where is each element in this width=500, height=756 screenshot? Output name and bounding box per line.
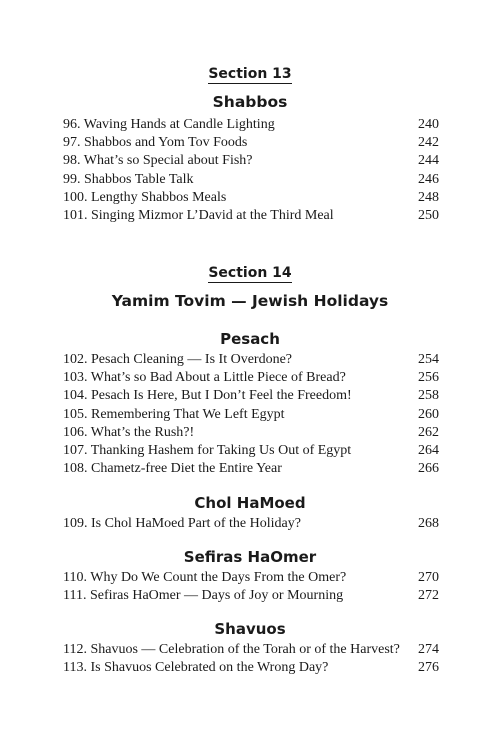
toc-entry-page: 242 bbox=[418, 135, 439, 151]
subsection-title-shavuos: Shavuos bbox=[214, 620, 286, 638]
toc-entry[interactable] bbox=[63, 425, 439, 443]
toc-entry[interactable] bbox=[63, 172, 439, 190]
toc-entry[interactable] bbox=[63, 516, 439, 534]
toc-entry-page: 256 bbox=[418, 370, 439, 386]
toc-entry-page: 274 bbox=[418, 642, 439, 657]
toc-entry-title: 96. Waving Hands at Candle Lighting bbox=[63, 117, 275, 132]
toc-entry[interactable] bbox=[63, 135, 439, 153]
toc-entry-title: 111. Sefiras HaOmer — Days of Joy or Mourning bbox=[63, 588, 344, 604]
toc-entry-page: 266 bbox=[418, 461, 439, 477]
toc-entry-page: 250 bbox=[418, 207, 439, 223]
toc-entry-page: 262 bbox=[418, 424, 439, 440]
toc-entry-page: 254 bbox=[418, 352, 439, 367]
section-13-title: Shabbos bbox=[212, 93, 288, 111]
chol-hamoed-toc-list bbox=[63, 516, 439, 534]
toc-entry-title: 110. Why Do We Count the Days From the Omer? bbox=[63, 570, 347, 585]
toc-entry-title: 112. Shavuos — Celebration of the Torah or of the Harvest? bbox=[63, 642, 400, 657]
toc-entry[interactable] bbox=[63, 461, 439, 479]
sefiras-haomer-toc-list bbox=[63, 570, 439, 606]
toc-entry[interactable] bbox=[63, 642, 439, 660]
toc-entry-title: 99. Shabbos Table Talk bbox=[63, 171, 194, 187]
toc-entry-page: 246 bbox=[418, 171, 439, 187]
toc-entry-title: 97. Shabbos and Yom Tov Foods bbox=[63, 135, 248, 151]
toc-entry-title: 108. Chametz-free Diet the Entire Year bbox=[63, 461, 282, 477]
section-13-label: Section 13 bbox=[208, 66, 292, 82]
toc-entry[interactable] bbox=[63, 190, 439, 208]
toc-entry[interactable] bbox=[63, 407, 439, 425]
toc-entry-page: 272 bbox=[418, 588, 439, 604]
toc-entry-title: 100. Lengthy Shabbos Meals bbox=[63, 189, 227, 205]
toc-entry-page: 268 bbox=[418, 516, 439, 531]
toc-entry-title: 113. Is Shavuos Celebrated on the Wrong Day? bbox=[63, 660, 329, 676]
toc-entry-title: 98. What’s so Special about Fish? bbox=[63, 153, 253, 169]
toc-entry[interactable] bbox=[63, 388, 439, 406]
toc-entry[interactable] bbox=[63, 660, 439, 678]
toc-entry[interactable] bbox=[63, 443, 439, 461]
toc-entry-title: 101. Singing Mizmor L’David at the Third Meal bbox=[63, 207, 334, 223]
toc-entry-page: 276 bbox=[418, 660, 439, 676]
toc-entry-title: 106. What’s the Rush?! bbox=[63, 424, 195, 440]
section-14-label: Section 14 bbox=[208, 265, 292, 281]
toc-entry-title: 107. Thanking Hashem for Taking Us Out of Egypt bbox=[63, 442, 352, 458]
section-14-title: Yamim Tovim — Jewish Holidays bbox=[111, 292, 389, 310]
section-13-toc-list bbox=[63, 117, 439, 226]
toc-entry-title: 102. Pesach Cleaning — Is It Overdone? bbox=[63, 352, 292, 367]
toc-entry-page: 264 bbox=[418, 442, 439, 458]
toc-entry-page: 248 bbox=[418, 189, 439, 205]
toc-entry-page: 270 bbox=[418, 570, 439, 585]
subsection-title-chol-hamoed: Chol HaMoed bbox=[194, 494, 306, 512]
toc-entry-title: 105. Remembering That We Left Egypt bbox=[63, 406, 285, 422]
toc-entry-page: 258 bbox=[418, 388, 439, 404]
toc-entry[interactable] bbox=[63, 588, 439, 606]
toc-entry[interactable] bbox=[63, 370, 439, 388]
toc-entry-page: 240 bbox=[418, 117, 439, 132]
toc-entry-title: 109. Is Chol HaMoed Part of the Holiday? bbox=[63, 516, 301, 531]
toc-entry-page: 260 bbox=[418, 406, 439, 422]
toc-entry[interactable] bbox=[63, 153, 439, 171]
subsection-title-sefiras-haomer: Sefiras HaOmer bbox=[183, 548, 317, 566]
subsection-title-pesach: Pesach bbox=[220, 330, 280, 348]
toc-entry-page: 244 bbox=[418, 153, 439, 169]
pesach-toc-list bbox=[63, 352, 439, 479]
shavuos-toc-list bbox=[63, 642, 439, 678]
toc-entry-title: 104. Pesach Is Here, But I Don’t Feel the Freedom! bbox=[63, 388, 352, 404]
toc-entry-title: 103. What’s so Bad About a Little Piece of Bread? bbox=[63, 370, 346, 386]
toc-entry[interactable] bbox=[63, 208, 439, 226]
toc-entry[interactable] bbox=[63, 117, 439, 135]
toc-entry[interactable] bbox=[63, 352, 439, 370]
toc-entry[interactable] bbox=[63, 570, 439, 588]
